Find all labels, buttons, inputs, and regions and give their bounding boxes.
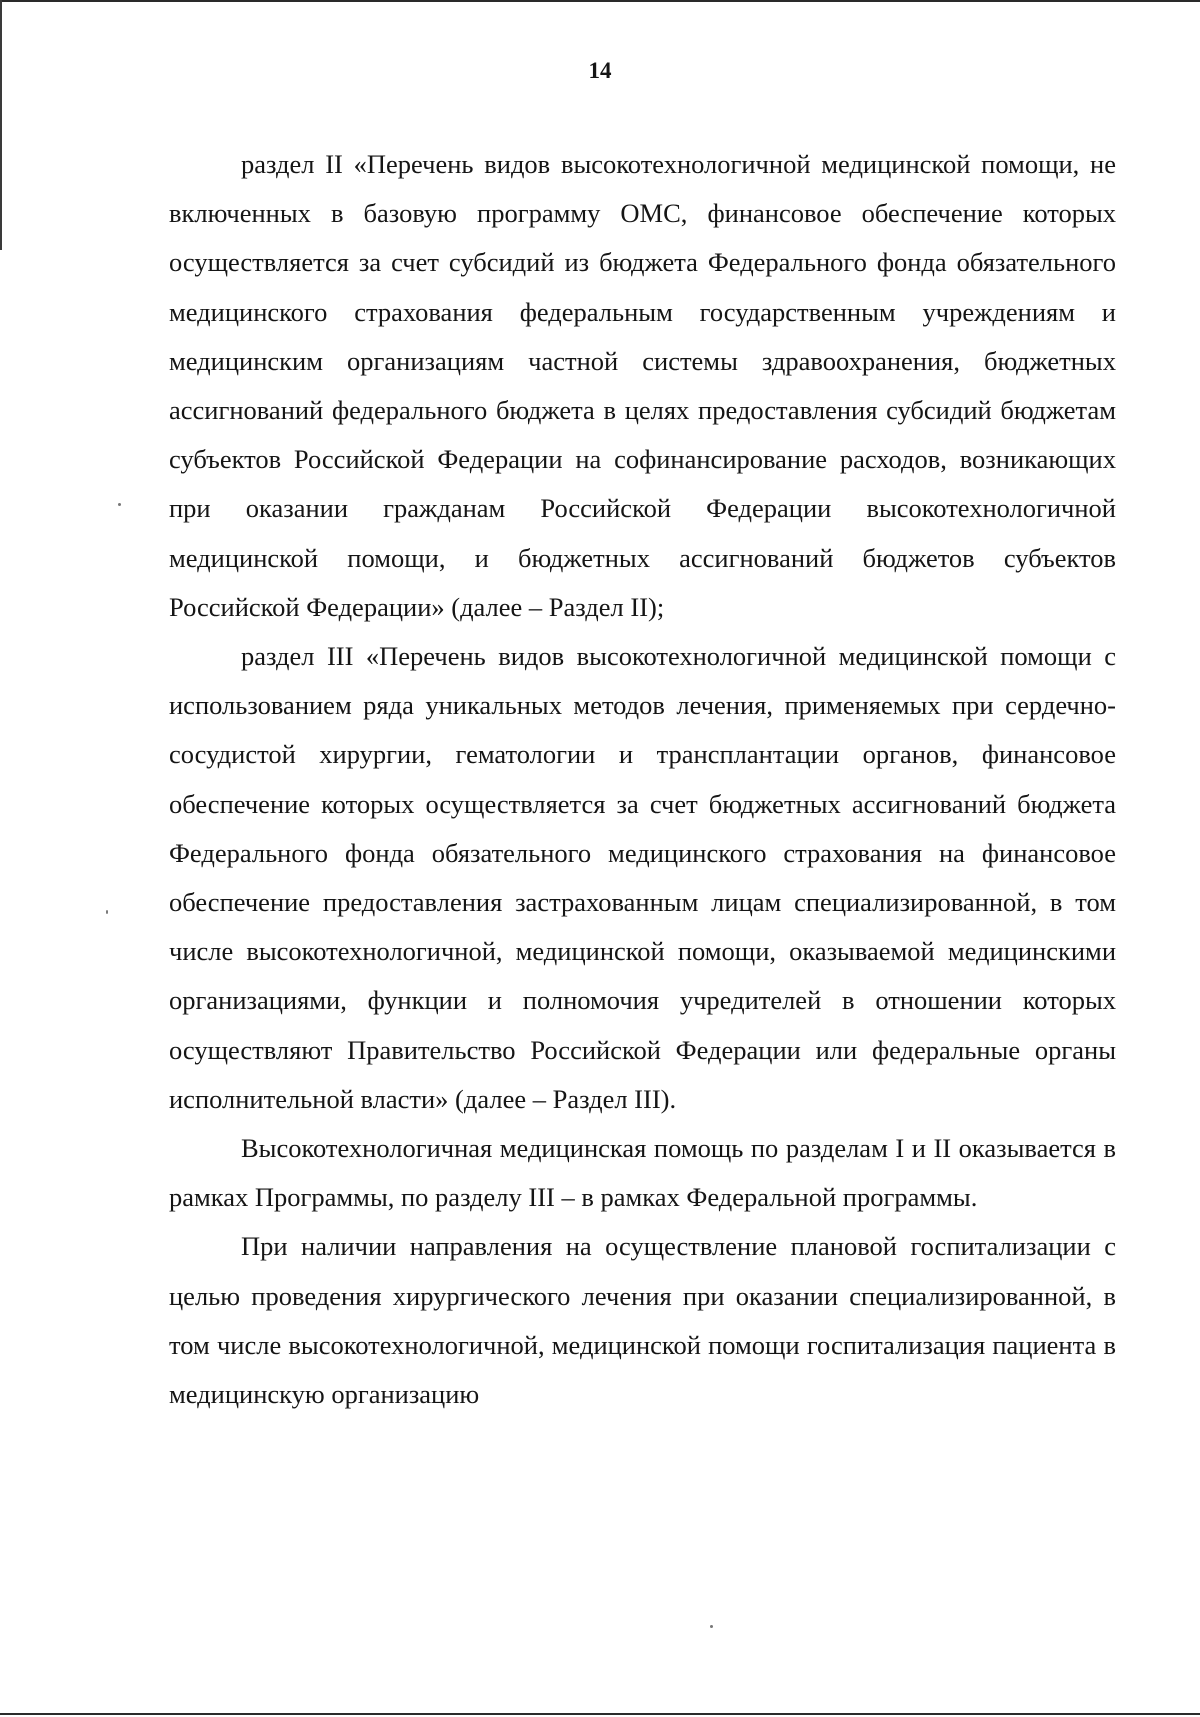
paragraph-programs: Высокотехнологичная медицинская помощь по разделам I и II оказывается в рамках Программы, по разделу III – в рамках Федеральной программы. xyxy=(169,1133,1116,1213)
paragraph-hospitalization: При наличии направления на осуществление плановой госпитализации с целью проведения хирургического лечения при оказании специализированной, в том числе высокотехнологичной, медицинской помощи госпитализация пациента в медицинскую организацию xyxy=(169,1231,1116,1410)
scan-speck xyxy=(710,1625,713,1628)
scan-bottom-edge xyxy=(0,1713,1200,1715)
document-body xyxy=(169,140,1116,1419)
paragraph-section-2: раздел II «Перечень видов высокотехнологичной медицинской помощи, не включенных в базовую программу ОМС, финансовое обеспечение которых осуществляется за счет субсидий из бюджета Федерального фонда обязательного медицинского страхования федеральным государственным учреждениям и медицинским организациям частной системы здравоохранения, бюджетных ассигнований федерального бюджета в целях предоставления субсидий бюджетам субъектов Российской Федерации на софинансирование расходов, возникающих при оказании гражданам Российской Федерации высокотехнологичной медицинской помощи, и бюджетных ассигнований бюджетов субъектов Российской Федерации» (далее – Раздел II); xyxy=(169,149,1116,622)
scan-speck xyxy=(118,503,121,506)
scan-left-edge xyxy=(0,0,2,250)
scan-top-edge xyxy=(0,0,1200,2)
scan-speck xyxy=(106,910,108,914)
page-number: 14 xyxy=(588,58,612,83)
paragraph-section-3: раздел III «Перечень видов высокотехнологичной медицинской помощи с использованием ряда уникальных методов лечения, применяемых при сердечно-сосудистой хирургии, гематологии и трансплантации органов, финансовое обеспечение которых осуществляется за счет бюджетных ассигнований бюджета Федерального фонда обязательного медицинского страхования на финансовое обеспечение предоставления застрахованным лицам специализированной, в том числе высокотехнологичной, медицинской помощи, оказываемой медицинскими организациями, функции и полномочия учредителей в отношении которых осуществляют Правительство Российской Федерации или федеральные органы исполнительной власти» (далее – Раздел III). xyxy=(169,641,1116,1114)
